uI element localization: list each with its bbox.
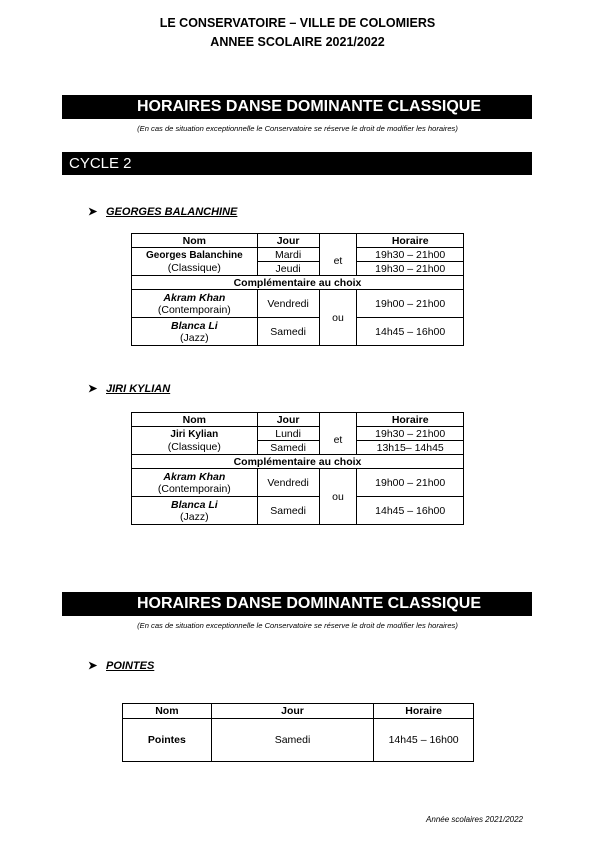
complementaire-row bbox=[132, 455, 464, 469]
table-row bbox=[123, 719, 474, 762]
table-row bbox=[132, 497, 464, 525]
day-cell: Vendredi bbox=[257, 290, 319, 318]
course-name: Jiri Kylian bbox=[170, 428, 219, 440]
alt-course-name: Akram Khan bbox=[163, 291, 226, 304]
alt-course-name: Blanca Li bbox=[170, 498, 218, 511]
header-nom: Nom bbox=[132, 234, 258, 248]
header-jour: Jour bbox=[211, 704, 373, 719]
table-row bbox=[132, 318, 464, 346]
table-header-row bbox=[132, 413, 464, 427]
banner-title: HORAIRES DANSE DOMINANTE CLASSIQUE bbox=[137, 595, 482, 612]
schedule-table bbox=[131, 412, 464, 525]
table-row bbox=[132, 290, 464, 318]
header-spacer bbox=[319, 234, 357, 248]
header-nom: Nom bbox=[123, 704, 212, 719]
section-label: GEORGES BALANCHINE bbox=[106, 206, 238, 218]
arrow-icon: ➤ bbox=[88, 660, 98, 672]
table-header-row bbox=[123, 704, 474, 719]
day-cell: Mardi bbox=[257, 248, 319, 262]
course-style: (Classique) bbox=[167, 440, 221, 453]
day-cell: Samedi bbox=[257, 441, 319, 455]
section-label: JIRI KYLIAN bbox=[106, 383, 171, 395]
header-jour: Jour bbox=[257, 413, 319, 427]
schedule-table bbox=[131, 233, 464, 346]
table-row bbox=[132, 248, 464, 262]
alt-course-style: (Contemporain) bbox=[157, 482, 231, 495]
time-cell: 19h00 – 21h00 bbox=[357, 469, 464, 497]
time-cell: 14h45 – 16h00 bbox=[357, 497, 464, 525]
header-nom: Nom bbox=[132, 413, 258, 427]
schedule-banner bbox=[62, 95, 532, 119]
section-label: POINTES bbox=[106, 660, 155, 672]
section-heading bbox=[88, 205, 237, 218]
section-heading bbox=[88, 659, 154, 672]
time-cell: 13h15– 14h45 bbox=[357, 441, 464, 455]
alt-course-cell bbox=[132, 469, 258, 497]
alt-course-name: Akram Khan bbox=[163, 470, 226, 483]
complementaire-row bbox=[132, 276, 464, 290]
arrow-icon: ➤ bbox=[88, 383, 98, 395]
alt-course-cell bbox=[132, 318, 258, 346]
course-name: Pointes bbox=[123, 719, 212, 762]
header-jour: Jour bbox=[257, 234, 319, 248]
complementaire-label: Complémentaire au choix bbox=[132, 455, 464, 469]
day-cell: Samedi bbox=[257, 497, 319, 525]
header-horaire: Horaire bbox=[357, 413, 464, 427]
time-cell: 19h30 – 21h00 bbox=[357, 248, 464, 262]
document-title: LE CONSERVATOIRE – VILLE DE COLOMIERS bbox=[159, 16, 436, 30]
day-cell: Samedi bbox=[211, 719, 373, 762]
time-cell: 19h30 – 21h00 bbox=[357, 262, 464, 276]
day-cell: Vendredi bbox=[257, 469, 319, 497]
header-spacer bbox=[319, 413, 357, 427]
alt-connector-cell: ou bbox=[319, 469, 357, 525]
cycle-label: CYCLE 2 bbox=[69, 155, 132, 172]
alt-course-cell bbox=[132, 497, 258, 525]
table-row bbox=[132, 469, 464, 497]
connector-cell: et bbox=[319, 248, 357, 276]
complementaire-label: Complémentaire au choix bbox=[132, 276, 464, 290]
time-cell: 14h45 – 16h00 bbox=[374, 719, 474, 762]
header-horaire: Horaire bbox=[374, 704, 474, 719]
day-cell: Samedi bbox=[257, 318, 319, 346]
banner-note: (En cas de situation exceptionnelle le Conservatoire se réserve le droit de modifier les horaires) bbox=[137, 621, 458, 630]
course-cell bbox=[132, 248, 258, 276]
footer-text: Année scolaires 2021/2022 bbox=[426, 815, 523, 824]
course-style: (Classique) bbox=[167, 261, 221, 274]
alt-course-style: (Contemporain) bbox=[157, 303, 231, 316]
day-cell: Lundi bbox=[257, 427, 319, 441]
banner-title: HORAIRES DANSE DOMINANTE CLASSIQUE bbox=[137, 98, 482, 115]
alt-course-cell bbox=[132, 290, 258, 318]
banner-note: (En cas de situation exceptionnelle le Conservatoire se réserve le droit de modifier les horaires) bbox=[137, 124, 458, 133]
cycle-banner bbox=[62, 152, 532, 175]
alt-course-name: Blanca Li bbox=[170, 319, 218, 332]
school-year-title: ANNEE SCOLAIRE 2021/2022 bbox=[210, 35, 385, 49]
day-cell: Jeudi bbox=[257, 262, 319, 276]
alt-connector-cell: ou bbox=[319, 290, 357, 346]
section-heading bbox=[88, 382, 170, 395]
time-cell: 14h45 – 16h00 bbox=[357, 318, 464, 346]
schedule-banner bbox=[62, 592, 532, 616]
course-name: Georges Balanchine bbox=[145, 249, 243, 261]
connector-cell: et bbox=[319, 427, 357, 455]
alt-course-style: (Jazz) bbox=[180, 510, 209, 523]
header-horaire: Horaire bbox=[357, 234, 464, 248]
pointes-table bbox=[122, 703, 474, 762]
table-row bbox=[132, 427, 464, 441]
alt-course-style: (Jazz) bbox=[180, 331, 209, 344]
time-cell: 19h30 – 21h00 bbox=[357, 427, 464, 441]
arrow-icon: ➤ bbox=[88, 206, 98, 218]
course-cell bbox=[132, 427, 258, 455]
time-cell: 19h00 – 21h00 bbox=[357, 290, 464, 318]
table-header-row bbox=[132, 234, 464, 248]
